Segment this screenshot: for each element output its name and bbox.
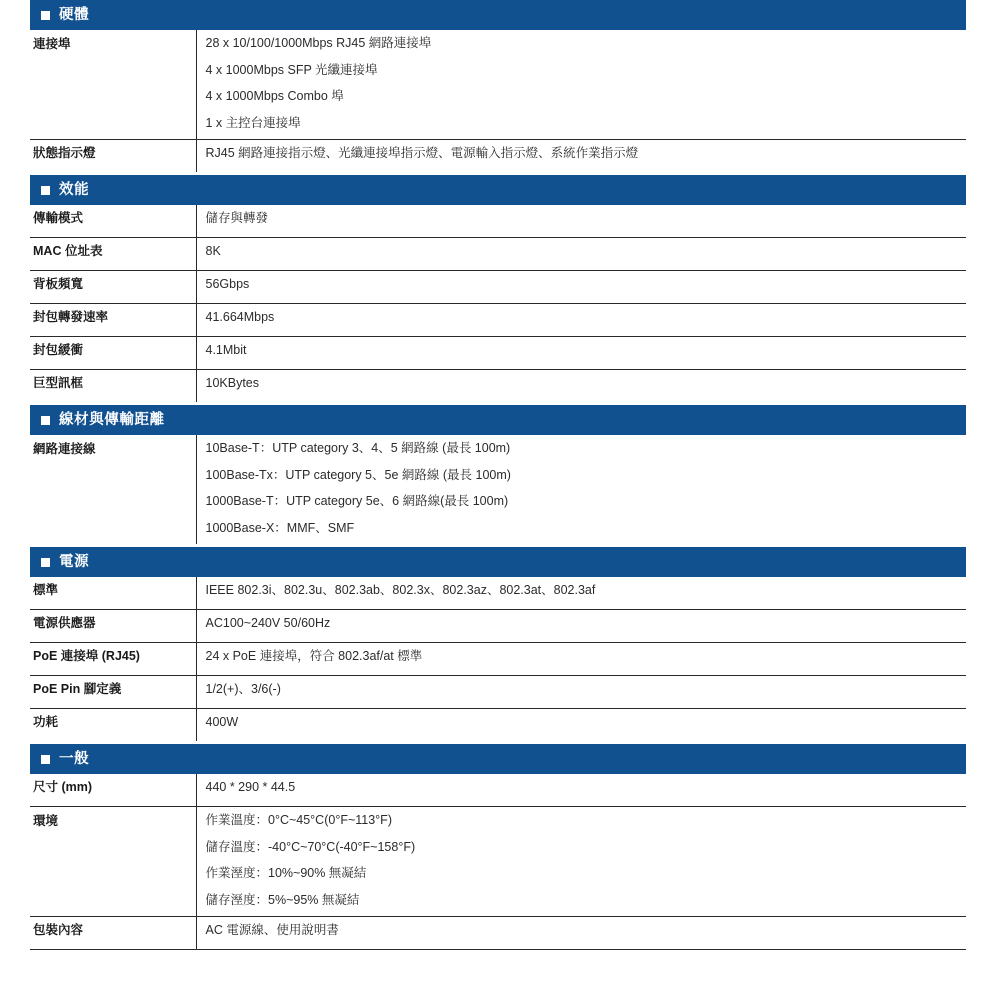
spec-row [30, 140, 966, 174]
spec-label: PoE 連接埠 (RJ45) [33, 649, 140, 663]
spec-label: 網路連接線 [33, 442, 96, 456]
section-header-row [30, 0, 966, 30]
spec-value-line: RJ45 網路連接指示燈、光纖連接埠指示燈、電源輸入指示燈、系統作業指示燈 [205, 146, 639, 160]
spec-label: 標準 [33, 583, 59, 597]
spec-value-line: 4 x 1000Mbps Combo 埠 [205, 89, 344, 103]
spec-value-line: 41.664Mbps [205, 310, 275, 324]
spec-value-line: 儲存溼度：5%~95% 無凝結 [205, 892, 360, 907]
spec-value-cell [196, 140, 966, 174]
spec-label-cell [30, 238, 196, 271]
section-header [30, 547, 966, 577]
spec-label: 環境 [33, 814, 59, 828]
spec-label: 電源供應器 [33, 616, 96, 630]
spec-value-line: 作業溫度：0°C~45°C(0°F~113°F) [205, 813, 392, 827]
spec-row [30, 577, 966, 610]
filled-square-icon [41, 755, 50, 764]
spec-row [30, 709, 966, 743]
filled-square-icon [41, 558, 50, 567]
spec-value-cell [196, 577, 966, 610]
section-header-row [30, 743, 966, 775]
section-title: 電源 [59, 553, 90, 570]
spec-value-line: AC 電源線、使用說明書 [205, 923, 339, 937]
spec-value-line: 10KBytes [205, 376, 260, 390]
spec-label-cell [30, 774, 196, 807]
spec-value-cell [196, 610, 966, 643]
spec-row [30, 435, 966, 546]
specifications-table [30, 0, 966, 950]
section-header-row [30, 174, 966, 206]
spec-value-cell [196, 643, 966, 676]
spec-value-line: 作業溼度：10%~90% 無凝結 [205, 866, 367, 880]
section-header-cell [30, 546, 966, 578]
spec-value-line: 8K [205, 244, 221, 258]
spec-value-cell [196, 304, 966, 337]
spec-label-cell [30, 30, 196, 140]
spec-value-cell [196, 370, 966, 404]
spec-label: 巨型訊框 [33, 376, 84, 390]
spec-value-line: 儲存與轉發 [205, 211, 269, 225]
spec-value-cell [196, 30, 966, 140]
spec-value-line: AC100~240V 50/60Hz [205, 616, 331, 630]
section-header [30, 0, 966, 30]
spec-value-line: 28 x 10/100/1000Mbps RJ45 網路連接埠 [205, 36, 432, 50]
spec-row [30, 205, 966, 238]
spec-row [30, 238, 966, 271]
spec-label: PoE Pin 腳定義 [33, 682, 122, 696]
spec-value-cell [196, 709, 966, 743]
spec-value-line: 1000Base-X：MMF、SMF [205, 520, 355, 535]
spec-value-cell [196, 238, 966, 271]
spec-label: MAC 位址表 [33, 244, 103, 258]
spec-label: 封包轉發速率 [33, 310, 109, 324]
spec-label: 功耗 [33, 715, 59, 729]
spec-label-cell [30, 140, 196, 174]
spec-value-line: 100Base-Tx：UTP category 5、5e 網路線 (最長 100m) [205, 467, 511, 482]
spec-row [30, 774, 966, 807]
spec-value-line: 10Base-T：UTP category 3、4、5 網路線 (最長 100m) [205, 441, 511, 455]
section-header-row [30, 546, 966, 578]
spec-value-line: 1/2(+)、3/6(-) [205, 682, 281, 696]
section-header-row [30, 404, 966, 436]
section-title: 硬體 [59, 6, 90, 23]
spec-row [30, 30, 966, 140]
spec-value-cell [196, 205, 966, 238]
spec-label: 狀態指示燈 [33, 146, 96, 160]
spec-label-cell [30, 643, 196, 676]
spec-row [30, 807, 966, 917]
section-header [30, 405, 966, 435]
spec-label-cell [30, 807, 196, 917]
spec-label-cell [30, 435, 196, 546]
spec-value-cell [196, 271, 966, 304]
spec-value-line: 56Gbps [205, 277, 250, 291]
spec-row [30, 271, 966, 304]
spec-value-cell [196, 807, 966, 917]
spec-row [30, 917, 966, 950]
spec-value-line: IEEE 802.3i、802.3u、802.3ab、802.3x、802.3az、802.3at、802.3af [205, 583, 596, 597]
spec-label-cell [30, 610, 196, 643]
filled-square-icon [41, 186, 50, 195]
spec-label-cell [30, 337, 196, 370]
section-header-cell [30, 743, 966, 775]
spec-value-line: 1 x 主控台連接埠 [205, 115, 301, 130]
spec-label: 尺寸 (mm) [33, 780, 93, 794]
spec-label-cell [30, 205, 196, 238]
spec-value-cell [196, 917, 966, 950]
spec-label: 連接埠 [33, 37, 71, 51]
spec-value-line: 4 x 1000Mbps SFP 光纖連接埠 [205, 62, 378, 77]
section-header-cell [30, 174, 966, 206]
section-header-cell [30, 404, 966, 436]
spec-value-line: 400W [205, 715, 239, 729]
section-title: 一般 [59, 750, 90, 767]
spec-value-line: 440 * 290 * 44.5 [205, 780, 296, 794]
section-title: 線材與傳輸距離 [59, 411, 165, 428]
section-header [30, 175, 966, 205]
spec-label-cell [30, 304, 196, 337]
spec-value-line: 4.1Mbit [205, 343, 247, 357]
spec-label: 包裝內容 [33, 923, 84, 937]
spec-label-cell [30, 676, 196, 709]
section-title: 效能 [59, 181, 90, 198]
spec-row [30, 643, 966, 676]
spec-label-cell [30, 577, 196, 610]
spec-row [30, 370, 966, 404]
filled-square-icon [41, 11, 50, 20]
spec-label-cell [30, 370, 196, 404]
filled-square-icon [41, 416, 50, 425]
spec-value-line: 儲存溫度：-40°C~70°C(-40°F~158°F) [205, 839, 416, 854]
spec-label-cell [30, 271, 196, 304]
spec-label-cell [30, 917, 196, 950]
spec-label: 封包緩衝 [33, 343, 84, 357]
spec-row [30, 610, 966, 643]
spec-label: 背板頻寬 [33, 277, 84, 291]
spec-label-cell [30, 709, 196, 743]
section-header [30, 744, 966, 774]
spec-value-line: 1000Base-T：UTP category 5e、6 網路線(最長 100m) [205, 494, 509, 508]
spec-row [30, 676, 966, 709]
spec-value-cell [196, 676, 966, 709]
section-header-cell [30, 0, 966, 30]
spec-label: 傳輸模式 [33, 211, 84, 225]
spec-value-line: 24 x PoE 連接埠，符合 802.3af/at 標準 [205, 649, 423, 663]
spec-row [30, 304, 966, 337]
spec-row [30, 337, 966, 370]
spec-value-cell [196, 774, 966, 807]
spec-value-cell [196, 435, 966, 546]
spec-value-cell [196, 337, 966, 370]
